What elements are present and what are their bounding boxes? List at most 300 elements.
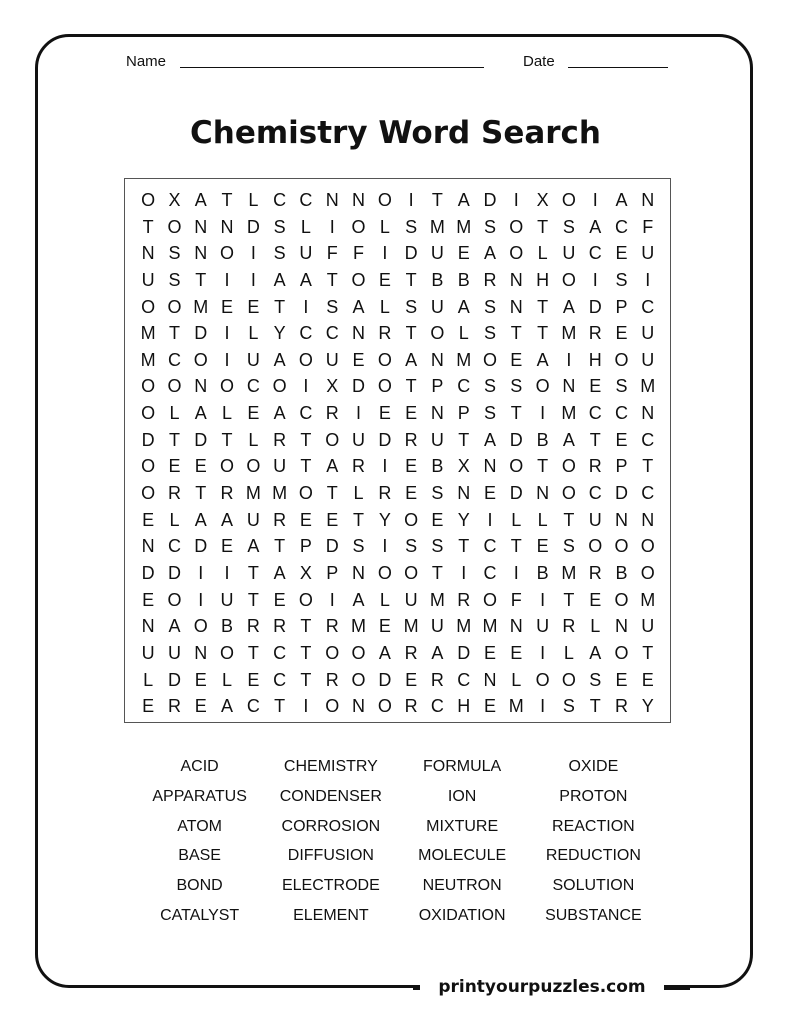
grid-letter[interactable]: C xyxy=(641,296,655,317)
grid-letter[interactable]: N xyxy=(141,536,155,557)
date-line[interactable] xyxy=(568,67,668,68)
grid-letter[interactable]: N xyxy=(220,216,234,237)
grid-letter[interactable]: M xyxy=(140,349,156,370)
grid-letter[interactable]: S xyxy=(484,296,497,317)
grid-letter[interactable]: B xyxy=(536,429,549,450)
grid-letter[interactable]: O xyxy=(614,642,629,663)
grid-letter[interactable]: S xyxy=(484,323,497,344)
grid-letter[interactable]: A xyxy=(589,216,602,237)
grid-letter[interactable]: L xyxy=(353,483,364,504)
grid-letter[interactable]: L xyxy=(222,669,233,690)
grid-letter[interactable]: M xyxy=(193,296,209,317)
grid-letter[interactable]: U xyxy=(430,616,444,637)
grid-letter[interactable]: E xyxy=(431,509,444,530)
grid-letter[interactable]: I xyxy=(382,243,388,264)
grid-letter[interactable]: D xyxy=(378,669,392,690)
grid-letter[interactable]: L xyxy=(143,669,154,690)
grid-letter[interactable]: S xyxy=(562,216,575,237)
grid-letter[interactable]: T xyxy=(537,216,549,237)
grid-letter[interactable]: O xyxy=(509,456,524,477)
grid-letter[interactable]: C xyxy=(299,403,313,424)
grid-letter[interactable]: I xyxy=(198,562,204,583)
grid-letter[interactable]: F xyxy=(326,243,338,264)
grid-letter[interactable]: O xyxy=(298,589,313,610)
grid-letter[interactable]: R xyxy=(220,483,234,504)
grid-letter[interactable]: O xyxy=(272,376,287,397)
grid-letter[interactable]: L xyxy=(511,669,522,690)
grid-letter[interactable]: U xyxy=(141,269,155,290)
grid-letter[interactable]: E xyxy=(168,456,181,477)
grid-letter[interactable]: O xyxy=(588,536,603,557)
grid-letter[interactable]: B xyxy=(457,269,470,290)
grid-letter[interactable]: O xyxy=(141,376,156,397)
grid-letter[interactable]: M xyxy=(640,589,656,610)
grid-letter[interactable]: T xyxy=(300,616,312,637)
grid-letter[interactable]: U xyxy=(246,509,260,530)
grid-letter[interactable]: O xyxy=(561,269,576,290)
grid-letter[interactable]: L xyxy=(590,616,601,637)
grid-letter[interactable]: A xyxy=(457,190,470,210)
grid-letter[interactable]: L xyxy=(458,323,469,344)
grid-letter[interactable]: U xyxy=(430,296,444,317)
grid-letter[interactable]: M xyxy=(272,483,288,504)
grid-letter[interactable]: D xyxy=(588,296,602,317)
grid-letter[interactable]: E xyxy=(484,642,497,663)
grid-letter[interactable]: I xyxy=(224,562,230,583)
grid-letter[interactable]: N xyxy=(483,456,497,477)
grid-letter[interactable]: O xyxy=(535,376,550,397)
grid-letter[interactable]: C xyxy=(483,562,497,583)
grid-letter[interactable]: R xyxy=(588,323,602,344)
grid-letter[interactable]: E xyxy=(589,589,602,610)
grid-letter[interactable]: U xyxy=(430,429,444,450)
grid-letter[interactable]: E xyxy=(142,589,155,610)
grid-letter[interactable]: C xyxy=(457,376,471,397)
grid-letter[interactable]: R xyxy=(378,483,392,504)
grid-letter[interactable]: S xyxy=(431,536,444,557)
grid-letter[interactable]: A xyxy=(326,456,339,477)
grid-letter[interactable]: O xyxy=(614,589,629,610)
grid-letter[interactable]: E xyxy=(247,403,260,424)
grid-letter[interactable]: D xyxy=(194,429,208,450)
grid-letter[interactable]: L xyxy=(379,296,390,317)
grid-letter[interactable]: T xyxy=(589,429,601,450)
grid-letter[interactable]: U xyxy=(588,509,602,530)
grid-letter[interactable]: O xyxy=(377,376,392,397)
grid-letter[interactable]: O xyxy=(404,509,419,530)
grid-letter[interactable]: I xyxy=(592,190,598,210)
grid-letter[interactable]: S xyxy=(615,376,628,397)
grid-letter[interactable]: M xyxy=(456,349,472,370)
grid-letter[interactable]: T xyxy=(326,483,338,504)
grid-letter[interactable]: C xyxy=(614,216,628,237)
grid-letter[interactable]: H xyxy=(457,696,471,717)
grid-letter[interactable]: T xyxy=(537,296,549,317)
grid-letter[interactable]: N xyxy=(325,190,339,210)
grid-letter[interactable]: C xyxy=(641,429,655,450)
grid-letter[interactable]: I xyxy=(329,216,335,237)
grid-letter[interactable]: U xyxy=(536,616,550,637)
grid-letter[interactable]: T xyxy=(247,562,259,583)
grid-letter[interactable]: O xyxy=(220,456,235,477)
grid-letter[interactable]: D xyxy=(141,429,155,450)
grid-letter[interactable]: T xyxy=(405,376,417,397)
grid-letter[interactable]: N xyxy=(509,296,523,317)
grid-letter[interactable]: E xyxy=(405,456,418,477)
grid-letter[interactable]: T xyxy=(195,483,207,504)
grid-letter[interactable]: S xyxy=(431,483,444,504)
grid-letter[interactable]: S xyxy=(405,216,418,237)
grid-letter[interactable]: E xyxy=(484,483,497,504)
grid-letter[interactable]: M xyxy=(508,696,524,717)
grid-letter[interactable]: R xyxy=(404,642,418,663)
grid-letter[interactable]: U xyxy=(167,642,181,663)
grid-letter[interactable]: P xyxy=(326,562,339,583)
grid-letter[interactable]: C xyxy=(299,323,313,344)
grid-letter[interactable]: O xyxy=(141,296,156,317)
grid-letter[interactable]: A xyxy=(221,509,234,530)
grid-letter[interactable]: B xyxy=(431,269,444,290)
grid-letter[interactable]: B xyxy=(431,456,444,477)
grid-letter[interactable]: I xyxy=(250,243,256,264)
grid-letter[interactable]: A xyxy=(273,349,286,370)
grid-letter[interactable]: N xyxy=(641,190,655,210)
grid-letter[interactable]: L xyxy=(248,323,259,344)
grid-letter[interactable]: M xyxy=(140,323,156,344)
grid-letter[interactable]: O xyxy=(141,456,156,477)
grid-letter[interactable]: U xyxy=(641,349,655,370)
grid-letter[interactable]: P xyxy=(615,296,628,317)
grid-letter[interactable]: R xyxy=(562,616,576,637)
grid-letter[interactable]: E xyxy=(221,296,234,317)
grid-letter[interactable]: N xyxy=(141,243,155,264)
grid-letter[interactable]: C xyxy=(588,243,602,264)
grid-letter[interactable]: I xyxy=(513,190,519,210)
grid-letter[interactable]: E xyxy=(352,349,365,370)
grid-letter[interactable]: T xyxy=(221,190,233,210)
grid-letter[interactable]: Y xyxy=(378,509,391,530)
grid-letter[interactable]: C xyxy=(430,696,444,717)
grid-letter[interactable]: U xyxy=(325,349,339,370)
grid-letter[interactable]: T xyxy=(221,429,233,450)
grid-letter[interactable]: O xyxy=(167,296,182,317)
grid-letter[interactable]: E xyxy=(405,483,418,504)
grid-letter[interactable]: H xyxy=(536,269,550,290)
grid-letter[interactable]: U xyxy=(141,642,155,663)
grid-letter[interactable]: O xyxy=(561,483,576,504)
grid-letter[interactable]: O xyxy=(141,483,156,504)
grid-letter[interactable]: O xyxy=(377,190,392,210)
grid-letter[interactable]: M xyxy=(482,616,498,637)
grid-letter[interactable]: U xyxy=(246,349,260,370)
grid-letter[interactable]: A xyxy=(431,642,444,663)
grid-letter[interactable]: T xyxy=(300,429,312,450)
grid-letter[interactable]: A xyxy=(589,642,602,663)
grid-letter[interactable]: S xyxy=(562,536,575,557)
grid-letter[interactable]: R xyxy=(588,562,602,583)
grid-letter[interactable]: E xyxy=(247,669,260,690)
grid-letter[interactable]: C xyxy=(273,642,287,663)
grid-letter[interactable]: U xyxy=(273,456,287,477)
grid-letter[interactable]: N xyxy=(641,403,655,424)
grid-letter[interactable]: U xyxy=(220,589,234,610)
grid-letter[interactable]: T xyxy=(431,190,443,210)
grid-letter[interactable]: E xyxy=(484,696,497,717)
grid-letter[interactable]: I xyxy=(540,589,546,610)
grid-letter[interactable]: S xyxy=(352,536,365,557)
grid-letter[interactable]: D xyxy=(378,429,392,450)
grid-letter[interactable]: X xyxy=(168,190,181,210)
grid-letter[interactable]: D xyxy=(352,376,366,397)
grid-letter[interactable]: M xyxy=(640,376,656,397)
grid-letter[interactable]: U xyxy=(352,429,366,450)
grid-letter[interactable]: D xyxy=(404,243,418,264)
grid-letter[interactable]: T xyxy=(510,536,522,557)
grid-letter[interactable]: O xyxy=(220,243,235,264)
grid-letter[interactable]: A xyxy=(273,269,286,290)
grid-letter[interactable]: U xyxy=(641,323,655,344)
grid-letter[interactable]: S xyxy=(405,296,418,317)
grid-letter[interactable]: L xyxy=(248,190,259,210)
grid-letter[interactable]: T xyxy=(326,269,338,290)
grid-letter[interactable]: E xyxy=(405,403,418,424)
grid-letter[interactable]: I xyxy=(540,696,546,717)
grid-letter[interactable]: Y xyxy=(273,323,286,344)
grid-letter[interactable]: D xyxy=(141,562,155,583)
grid-letter[interactable]: A xyxy=(484,429,497,450)
grid-letter[interactable]: X xyxy=(536,190,549,210)
grid-letter[interactable]: M xyxy=(456,216,472,237)
grid-letter[interactable]: T xyxy=(510,403,522,424)
grid-letter[interactable]: M xyxy=(245,483,261,504)
grid-letter[interactable]: A xyxy=(299,269,312,290)
grid-letter[interactable]: R xyxy=(167,696,181,717)
grid-letter[interactable]: M xyxy=(456,616,472,637)
grid-letter[interactable]: O xyxy=(535,669,550,690)
grid-letter[interactable]: N xyxy=(509,616,523,637)
grid-letter[interactable]: C xyxy=(588,403,602,424)
grid-letter[interactable]: C xyxy=(167,349,181,370)
grid-letter[interactable]: T xyxy=(274,296,286,317)
grid-letter[interactable]: T xyxy=(274,536,286,557)
grid-letter[interactable]: C xyxy=(641,483,655,504)
grid-letter[interactable]: E xyxy=(273,589,286,610)
grid-letter[interactable]: E xyxy=(510,349,523,370)
grid-letter[interactable]: P xyxy=(457,403,470,424)
grid-letter[interactable]: T xyxy=(537,456,549,477)
grid-letter[interactable]: T xyxy=(537,323,549,344)
grid-letter[interactable]: M xyxy=(561,403,577,424)
grid-letter[interactable]: E xyxy=(194,669,207,690)
grid-letter[interactable]: T xyxy=(642,642,654,663)
grid-letter[interactable]: R xyxy=(483,269,497,290)
grid-letter[interactable]: F xyxy=(642,216,654,237)
grid-letter[interactable]: D xyxy=(509,483,523,504)
grid-letter[interactable]: C xyxy=(299,190,313,210)
grid-letter[interactable]: T xyxy=(405,323,417,344)
grid-letter[interactable]: P xyxy=(615,456,628,477)
grid-letter[interactable]: R xyxy=(325,669,339,690)
grid-letter[interactable]: O xyxy=(561,190,576,210)
grid-letter[interactable]: X xyxy=(326,376,339,397)
grid-letter[interactable]: I xyxy=(592,269,598,290)
grid-letter[interactable]: N xyxy=(194,376,208,397)
grid-letter[interactable]: I xyxy=(382,456,388,477)
grid-letter[interactable]: I xyxy=(566,349,572,370)
grid-letter[interactable]: I xyxy=(645,269,651,290)
grid-letter[interactable]: O xyxy=(141,190,156,210)
grid-letter[interactable]: B xyxy=(221,616,234,637)
grid-letter[interactable]: E xyxy=(536,536,549,557)
grid-letter[interactable]: O xyxy=(640,536,655,557)
grid-letter[interactable]: E xyxy=(142,696,155,717)
grid-letter[interactable]: I xyxy=(540,642,546,663)
grid-letter[interactable]: H xyxy=(588,349,602,370)
grid-letter[interactable]: N xyxy=(483,669,497,690)
grid-letter[interactable]: U xyxy=(562,243,576,264)
grid-letter[interactable]: N xyxy=(614,509,628,530)
grid-letter[interactable]: L xyxy=(169,403,180,424)
grid-letter[interactable]: D xyxy=(325,536,339,557)
grid-letter[interactable]: O xyxy=(483,349,498,370)
grid-letter[interactable]: O xyxy=(561,456,576,477)
grid-letter[interactable]: C xyxy=(588,483,602,504)
grid-letter[interactable]: D xyxy=(167,562,181,583)
grid-letter[interactable]: O xyxy=(614,536,629,557)
grid-letter[interactable]: T xyxy=(247,642,259,663)
grid-letter[interactable]: S xyxy=(562,696,575,717)
grid-letter[interactable]: E xyxy=(589,376,602,397)
grid-letter[interactable]: U xyxy=(641,243,655,264)
grid-letter[interactable]: L xyxy=(379,216,390,237)
grid-letter[interactable]: I xyxy=(224,349,230,370)
grid-letter[interactable]: R xyxy=(246,616,260,637)
grid-letter[interactable]: R xyxy=(325,403,339,424)
grid-letter[interactable]: N xyxy=(352,696,366,717)
grid-letter[interactable]: O xyxy=(167,376,182,397)
grid-letter[interactable]: O xyxy=(167,589,182,610)
grid-letter[interactable]: L xyxy=(300,216,311,237)
grid-letter[interactable]: A xyxy=(194,190,207,210)
grid-letter[interactable]: E xyxy=(641,669,654,690)
grid-letter[interactable]: I xyxy=(382,536,388,557)
grid-letter[interactable]: T xyxy=(168,323,180,344)
grid-letter[interactable]: T xyxy=(300,642,312,663)
grid-letter[interactable]: E xyxy=(615,669,628,690)
grid-letter[interactable]: A xyxy=(194,509,207,530)
grid-letter[interactable]: D xyxy=(194,323,208,344)
grid-letter[interactable]: E xyxy=(247,296,260,317)
grid-letter[interactable]: T xyxy=(247,589,259,610)
grid-letter[interactable]: I xyxy=(540,403,546,424)
grid-letter[interactable]: E xyxy=(378,403,391,424)
grid-letter[interactable]: B xyxy=(536,562,549,583)
grid-letter[interactable]: O xyxy=(430,323,445,344)
grid-letter[interactable]: O xyxy=(298,483,313,504)
grid-letter[interactable]: C xyxy=(167,536,181,557)
grid-letter[interactable]: O xyxy=(351,216,366,237)
grid-letter[interactable]: D xyxy=(483,190,497,210)
grid-letter[interactable]: C xyxy=(614,403,628,424)
grid-letter[interactable]: T xyxy=(563,589,575,610)
grid-letter[interactable]: I xyxy=(356,403,362,424)
grid-letter[interactable]: O xyxy=(220,376,235,397)
grid-letter[interactable]: M xyxy=(403,616,419,637)
grid-letter[interactable]: T xyxy=(142,216,154,237)
grid-letter[interactable]: A xyxy=(352,589,365,610)
grid-letter[interactable]: X xyxy=(457,456,470,477)
grid-letter[interactable]: R xyxy=(588,456,602,477)
grid-letter[interactable]: A xyxy=(221,696,234,717)
grid-letter[interactable]: B xyxy=(615,562,628,583)
grid-letter[interactable]: T xyxy=(168,429,180,450)
grid-letter[interactable]: E xyxy=(457,243,470,264)
grid-letter[interactable]: R xyxy=(614,696,628,717)
grid-letter[interactable]: T xyxy=(195,269,207,290)
grid-letter[interactable]: I xyxy=(408,190,414,210)
grid-letter[interactable]: D xyxy=(167,669,181,690)
grid-letter[interactable]: T xyxy=(300,669,312,690)
grid-letter[interactable]: N xyxy=(430,403,444,424)
grid-letter[interactable]: S xyxy=(273,216,286,237)
grid-letter[interactable]: L xyxy=(222,403,233,424)
grid-letter[interactable]: F xyxy=(353,243,365,264)
grid-letter[interactable]: T xyxy=(458,429,470,450)
grid-letter[interactable]: R xyxy=(167,483,181,504)
grid-letter[interactable]: E xyxy=(615,243,628,264)
grid-letter[interactable]: O xyxy=(325,696,340,717)
grid-letter[interactable]: N xyxy=(194,642,208,663)
grid-letter[interactable]: X xyxy=(299,562,312,583)
grid-letter[interactable]: C xyxy=(325,323,339,344)
grid-letter[interactable]: N xyxy=(352,562,366,583)
grid-letter[interactable]: C xyxy=(483,536,497,557)
grid-letter[interactable]: O xyxy=(404,562,419,583)
name-line[interactable] xyxy=(180,67,484,68)
grid-letter[interactable]: O xyxy=(193,349,208,370)
grid-letter[interactable]: L xyxy=(537,509,548,530)
grid-letter[interactable]: U xyxy=(299,243,313,264)
grid-letter[interactable]: S xyxy=(484,403,497,424)
grid-letter[interactable]: I xyxy=(250,269,256,290)
grid-letter[interactable]: I xyxy=(303,376,309,397)
grid-letter[interactable]: I xyxy=(487,509,493,530)
grid-letter[interactable]: T xyxy=(458,536,470,557)
grid-letter[interactable]: I xyxy=(461,562,467,583)
grid-letter[interactable]: E xyxy=(378,269,391,290)
grid-letter[interactable]: D xyxy=(457,642,471,663)
grid-letter[interactable]: S xyxy=(484,376,497,397)
grid-letter[interactable]: U xyxy=(404,589,418,610)
grid-letter[interactable]: A xyxy=(378,642,391,663)
grid-letter[interactable]: S xyxy=(168,269,181,290)
grid-letter[interactable]: S xyxy=(510,376,523,397)
grid-letter[interactable]: I xyxy=(303,296,309,317)
grid-letter[interactable]: O xyxy=(298,349,313,370)
grid-letter[interactable]: I xyxy=(224,269,230,290)
grid-letter[interactable]: S xyxy=(168,243,181,264)
grid-letter[interactable]: F xyxy=(510,589,522,610)
grid-letter[interactable]: E xyxy=(299,509,312,530)
grid-letter[interactable]: E xyxy=(615,429,628,450)
grid-letter[interactable]: T xyxy=(274,696,286,717)
grid-letter[interactable]: M xyxy=(429,589,445,610)
grid-letter[interactable]: T xyxy=(563,509,575,530)
grid-letter[interactable]: R xyxy=(378,323,392,344)
grid-letter[interactable]: T xyxy=(300,456,312,477)
grid-letter[interactable]: E xyxy=(615,323,628,344)
grid-letter[interactable]: S xyxy=(615,269,628,290)
